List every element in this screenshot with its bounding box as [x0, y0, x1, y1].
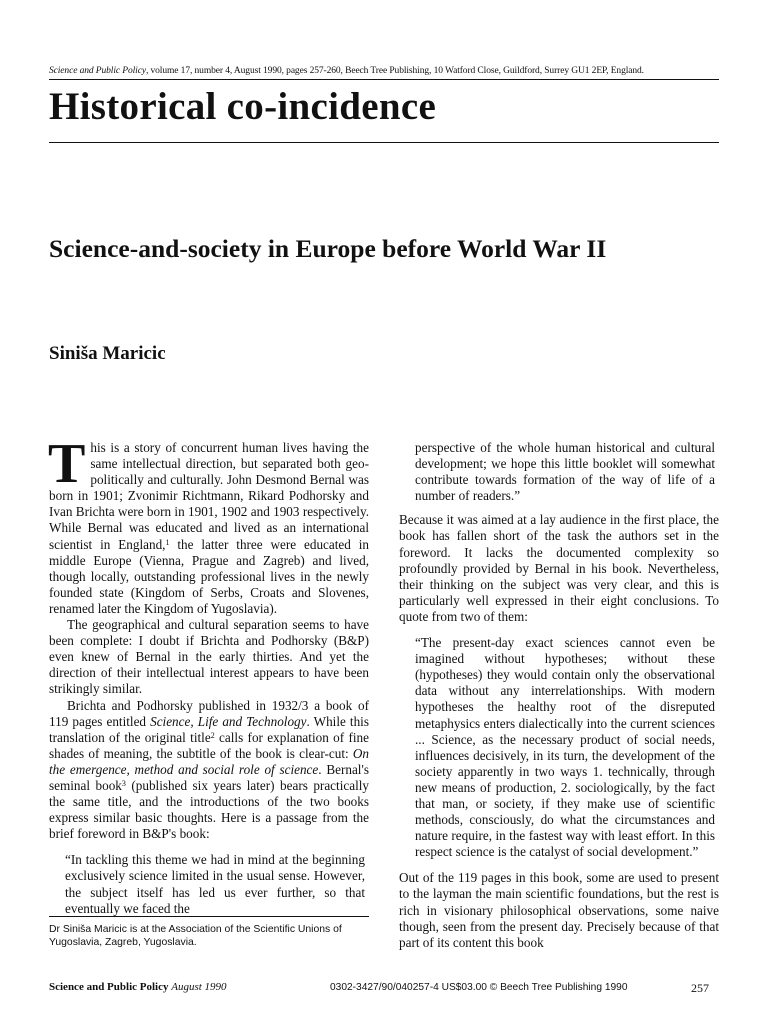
footnote-ref-1: 1 — [165, 537, 170, 547]
paragraph-3-a: Brichta and Podhorsky published in 1932/3 a book of 119 pages entitled — [49, 697, 369, 729]
paragraph-3-d: . Bernal's seminal book — [49, 761, 369, 793]
citation-line — [49, 66, 719, 76]
citation-journal: Science and Public Policy — [49, 66, 146, 76]
footnote-ref-2: 2 — [210, 730, 215, 740]
citation-details: , volume 17, number 4, August 1990, pages 257-260, Beech Tree Publishing, 10 Watford Close, Guildford, Surrey GU1 2EP, England. — [145, 66, 644, 76]
paragraph-1-tail: the latter three were educated in middle Europe (Vienna, Prague and Zagreb) and lived, though locally, outstanding professional lives in the newly founded state (Kingdom of Serbs, Croats and Slovenes, renamed later the Kingdom of Yugoslavia). — [49, 536, 369, 616]
footnote-ref-3: 3 — [121, 778, 126, 788]
footer-date: August 1990 — [171, 981, 227, 993]
footnote-rule — [49, 916, 369, 917]
right-column — [399, 440, 719, 951]
article-subtitle: Science-and-society in Europe before World War II — [49, 234, 607, 263]
spacer — [399, 625, 719, 635]
spacer — [399, 860, 719, 870]
spacer — [49, 842, 369, 852]
footer-journal — [49, 981, 227, 993]
block-quote-1: “In tackling this theme we had in mind at the beginning exclusively science limited in the usual sense. However, the subject itself has led us ever further, so that eventually we faced the — [65, 852, 365, 916]
author-name: Siniša Maricic — [49, 343, 166, 364]
article-title: Historical co-incidence — [49, 85, 437, 128]
drop-cap: T — [48, 433, 86, 495]
author-affiliation-footnote: Dr Siniša Maricic is at the Association of the Scientific Unions of Yugoslavia, Zagreb, Yugoslavia. — [49, 924, 342, 948]
footer-journal-name: Science and Public Policy — [49, 981, 169, 993]
paragraph-3-e: (published six years later) bears practically the same title, and the introductions of the two books express similar basic thoughts. Here is a passage from the brief foreword in B&P's book: — [49, 777, 369, 842]
paragraph-5: Out of the 119 pages in this book, some are used to present to the layman the main scientific foundations, but the rest is rich in visionary philosophical observations, some naive though, seen from the present day. Precisely because of that part of its content this book — [399, 870, 719, 950]
paragraph-1 — [48, 433, 369, 617]
paragraph-1-text: his is a story of concurrent human lives having the same intellectual direction, but separated both geo-politically and culturally. John Desmond Bernal was born in 1901; Zvonimir Richtmann, Rikard Podhorsky and Ivan Brichta were born in 1901, 1902 and 1903 respectively. While Bernal was educated and lived as an international scientist in England, — [49, 440, 369, 552]
header-rule — [49, 79, 719, 80]
block-quote-1-continued: perspective of the whole human historical and cultural development; we hope this little booklet will somewhat contribute towards formation of the way of life of a number of readers.” — [415, 440, 715, 504]
footer-code: 0302-3427/90/040257-4 US$03.00 © Beech Tree Publishing 1990 — [330, 982, 628, 993]
block-quote-2: “The present-day exact sciences cannot even be imagined without hypotheses; without these (hypotheses) they would contain only the observational data without any interrelationships. With modern hypotheses the healthy root of the disreputed metaphysics enters dialectically into the current sciences ... Science, as the necessary product of social needs, influences decisively, in its turn, the development of the society apparently in two ways 1. technically, through new means of production, 2. sociologically, by the fact that man, or society, if they make use of scientific methods, consciously, do what the circumstances and nature require, in the fastest way with least effort. In this respect science is the catalyst of social development.” — [415, 635, 715, 860]
paragraph-3-c: calls for explanation of fine shades of meaning, the subtitle of the book is clear-cut: — [49, 729, 369, 761]
title-rule — [49, 142, 719, 143]
paragraph-3-b: . While this translation of the original title — [49, 713, 369, 745]
paragraph-3 — [49, 698, 369, 843]
paragraph-2: The geographical and cultural separation seems to have been complete: I doubt if Brichta and Podhorsky (B&P) even knew of Bernal in the early thirties. And yet the direction of their intellectual interest appears to have been strikingly similar. — [49, 617, 369, 697]
left-column — [48, 433, 369, 917]
page-number: 257 — [691, 981, 709, 995]
book-title: Science, Life and Technology — [150, 713, 307, 729]
book-subtitle: On the emergence, method and social role of science — [49, 745, 369, 777]
paragraph-4: Because it was aimed at a lay audience in the first place, the book has fallen short of the task the authors set in the foreword. It lacks the documented complexity so profoundly provided by Bernal in his book. Nevertheless, their thinking on the subject was very clear, and this is particularly well expressed in their eight conclusions. To quote from two of them: — [399, 512, 719, 624]
spacer — [399, 504, 719, 512]
